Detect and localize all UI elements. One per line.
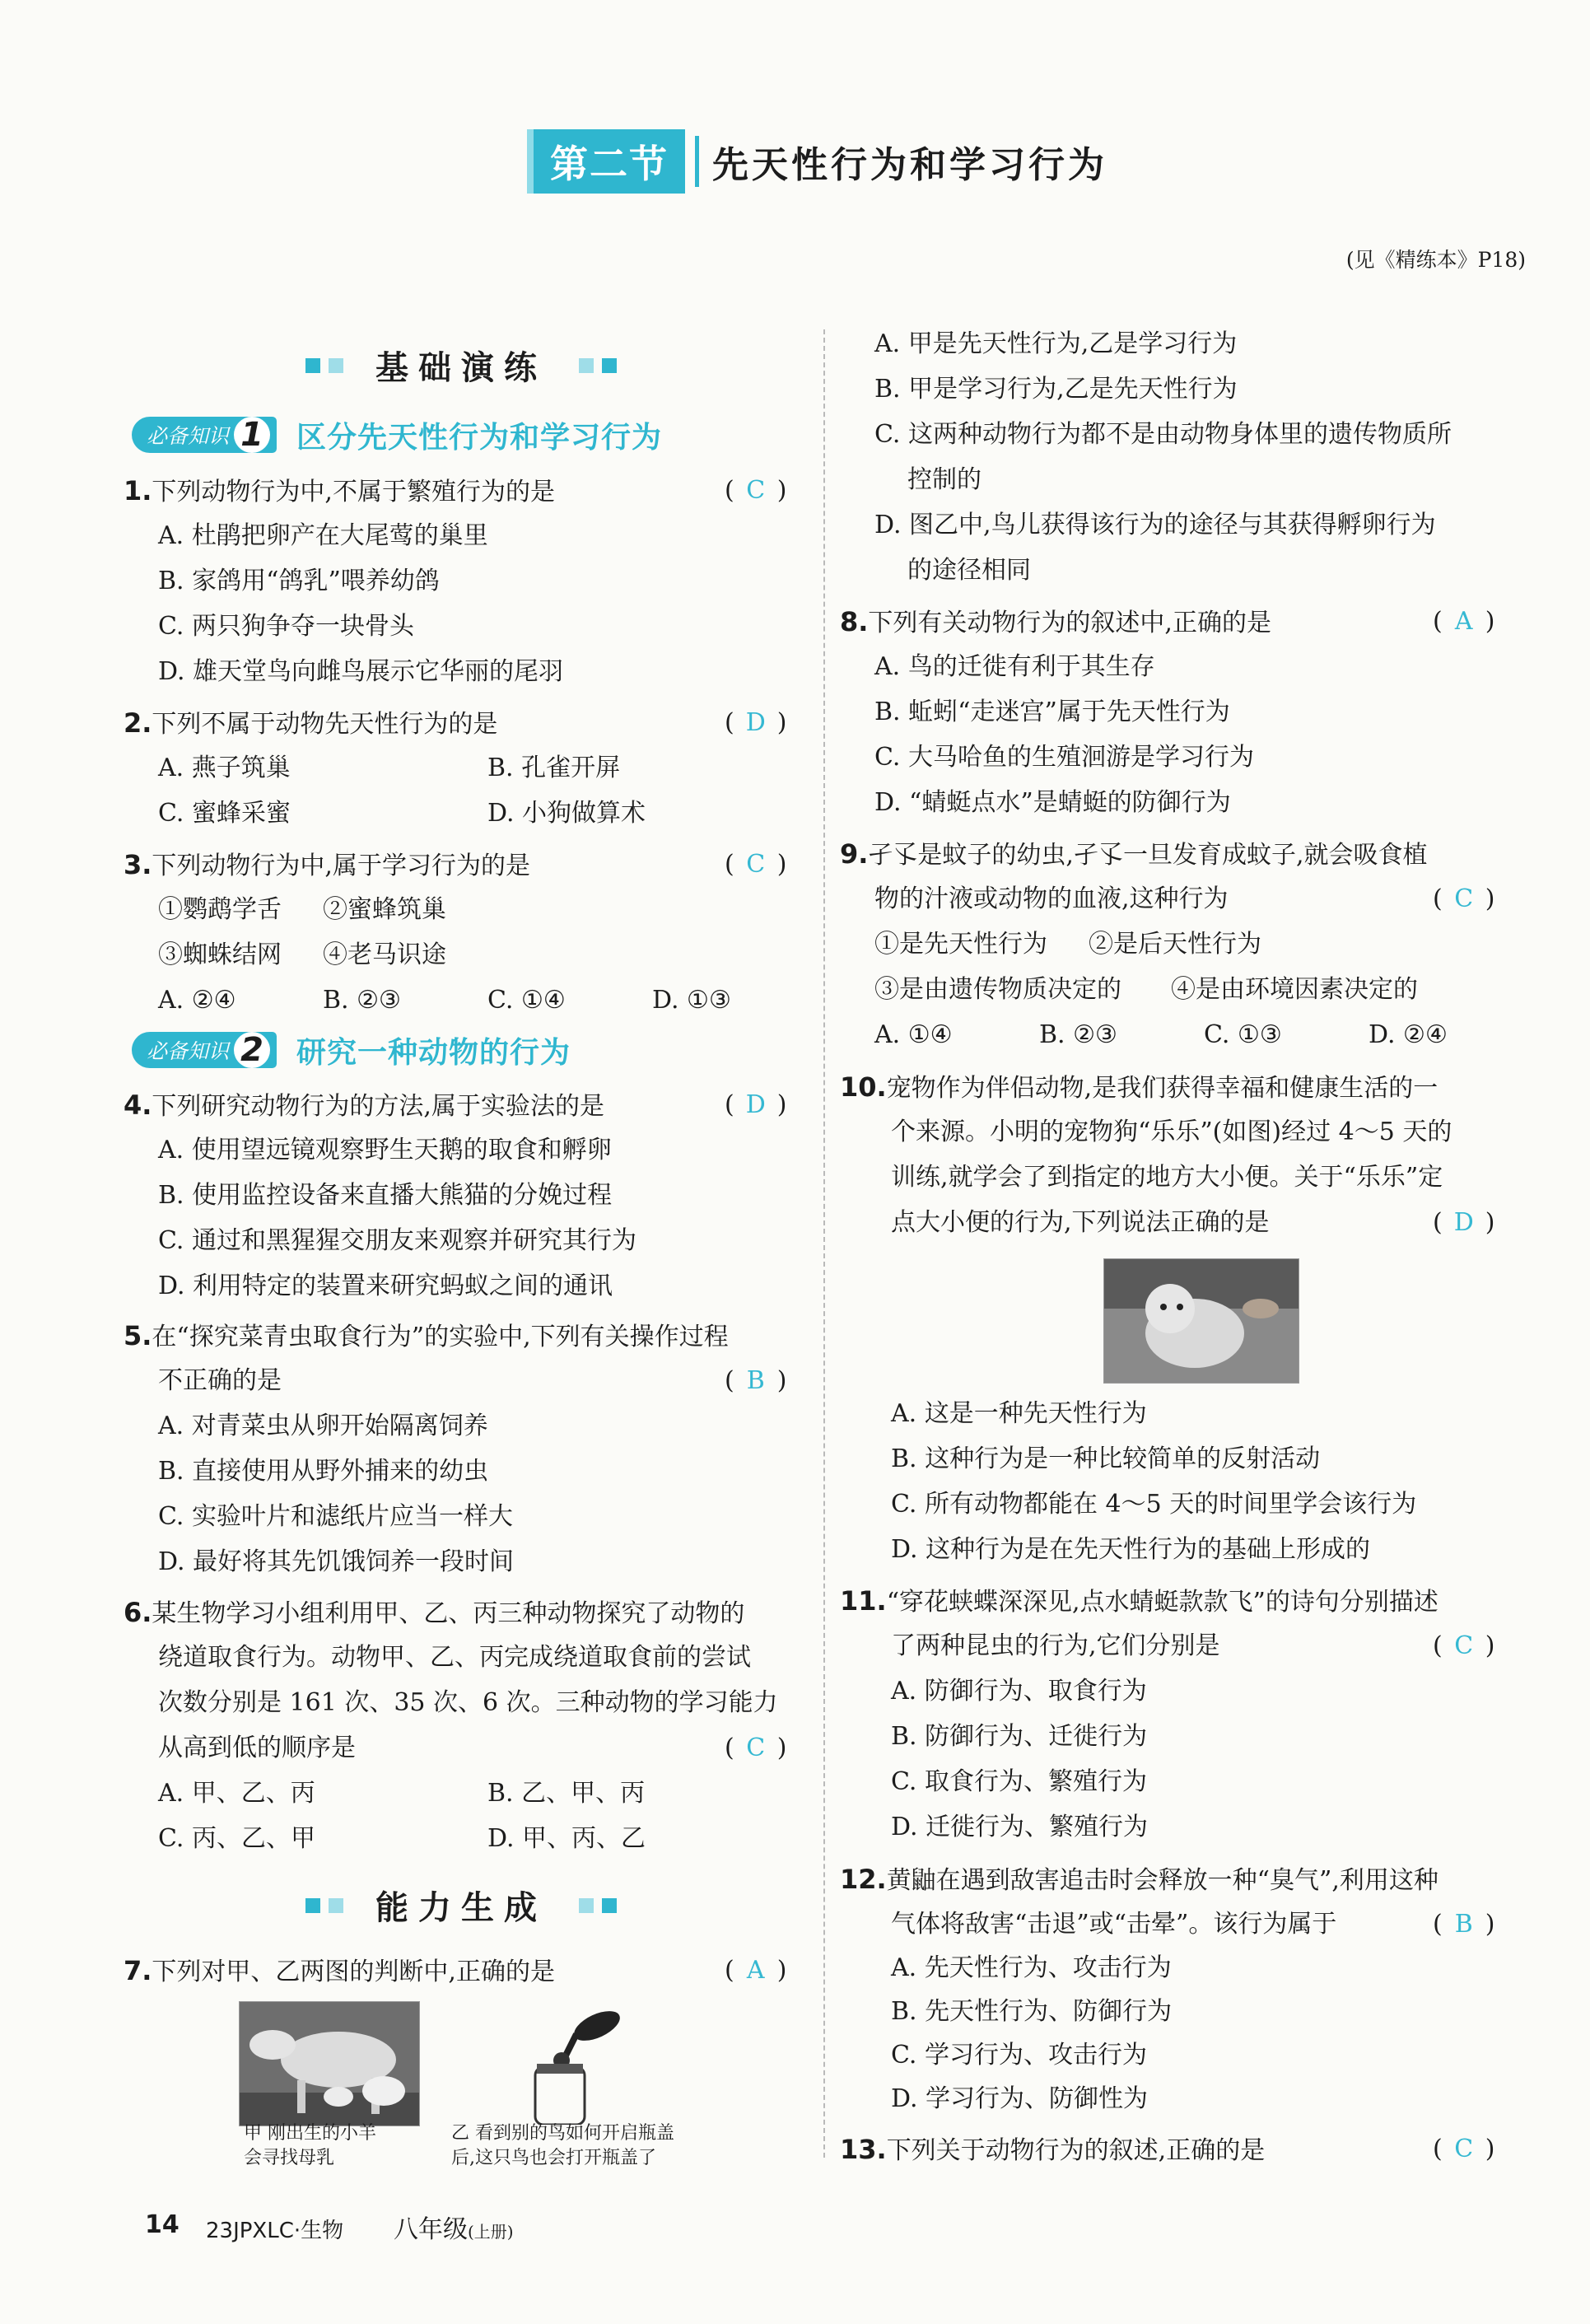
answer-value: C [1454,2135,1474,2163]
option: C. 所有动物都能在 4～5 天的时间里学会该行为 [891,1490,1417,1519]
dog-photo [1103,1258,1299,1384]
lamb-photo [239,2001,420,2126]
lamb-illustration [240,2002,419,2126]
option: D. 学习行为、防御性为 [891,2084,1149,2113]
option: C. 取食行为、繁殖行为 [891,1767,1147,1796]
question-number: 4. [124,1090,152,1121]
option: A. 燕子筑巢 [158,754,291,782]
question-4-stem [124,1089,604,1123]
option: C. 大马哈鱼的生殖洄游是学习行为 [874,743,1254,772]
option: C. 这两种动物行为都不是由动物身体里的遗传物质所 [874,420,1452,449]
answer-value: C [746,476,766,505]
option: A. 甲、乙、丙 [158,1779,315,1808]
knowledge-pill [132,1032,277,1068]
question-text: 下列不属于动物先天性行为的是 [152,710,498,739]
section-title: 先天性行为和学习行为 [712,144,1107,186]
figure-caption-a: 甲 刚出生的小羊 [244,2123,376,2144]
bird-bottle-drawing [519,2001,642,2125]
statement-item: ②蜜蜂筑巢 [323,895,446,924]
question-number: 6. [124,1597,152,1628]
column-divider [823,329,825,2158]
knowledge-pill-label: 必备知识 [147,424,230,448]
answer-bracket: ( C ) [725,848,786,881]
option: B. 乙、甲、丙 [487,1779,646,1808]
option: B. 防御行为、迁徙行为 [891,1722,1148,1751]
answer-bracket: ( B ) [725,1365,786,1398]
question-12-stem-cont: 气体将敌害“击退”或“击晕”。该行为属于 [891,1910,1337,1939]
option: B. 这种行为是一种比较简单的反射活动 [891,1444,1321,1473]
question-13-stem [840,2133,1265,2168]
option: C. ①④ [487,986,566,1015]
option: A. 杜鹃把卵产在大尾莺的巢里 [158,521,488,550]
option: C. 蜜蜂采蜜 [158,799,291,828]
question-11-stem [840,1584,1438,1619]
option: D. 迁徙行为、繁殖行为 [891,1813,1149,1841]
question-6-stem [124,1596,744,1631]
option: C. 实验叶片和滤纸片应当一样大 [158,1502,513,1531]
question-number: 13. [840,2134,887,2165]
band-square-icon [579,358,594,373]
band-title: 基础演练 [375,349,547,387]
option: B. 孔雀开屏 [487,754,621,782]
knowledge-title: 研究一种动物的行为 [296,1035,571,1070]
answer-value: D [745,1090,766,1119]
option: D. “蜻蜓点水”是蜻蜓的防御行为 [874,788,1231,817]
question-text: 孑孓是蚊子的幼虫,孑孓一旦发育成蚊子,就会吸食植 [868,841,1428,870]
question-text: 宠物作为伴侣动物,是我们获得幸福和健康生活的一 [886,1074,1438,1103]
knowledge-pill-label: 必备知识 [147,1039,230,1063]
option-cont: 控制的 [907,465,982,494]
question-number: 7. [124,1955,152,1986]
option: C. 两只狗争夺一块骨头 [158,612,414,641]
option: D. 最好将其先饥饿饲养一段时间 [158,1547,515,1576]
band-title: 能力生成 [375,1889,547,1927]
question-number: 8. [840,606,869,637]
figure-caption-b: 后,这只鸟也会打开瓶盖了 [451,2148,656,2168]
answer-value: D [1453,1208,1474,1237]
statement-item: ③蜘蛛结网 [158,940,282,969]
question-6-stem-cont: 次数分别是 161 次、35 次、6 次。三种动物的学习能力 [158,1688,778,1717]
knowledge-title: 区分先天性行为和学习行为 [296,420,663,455]
question-9-stem [840,838,1428,872]
section-header [527,132,1107,191]
answer-value: A [746,1956,765,1985]
question-2-stem [124,707,497,741]
question-3-stem [124,848,530,883]
answer-value: A [1454,607,1473,636]
band-square-icon [329,1898,343,1913]
answer-value: C [746,1734,766,1762]
question-text: 下列动物行为中,不属于繁殖行为的是 [152,478,555,506]
option: A. ②④ [158,986,236,1015]
answer-bracket: ( C ) [1433,883,1494,916]
question-10-stem-cont: 个来源。小明的宠物狗“乐乐”(如图)经过 4～5 天的 [891,1118,1452,1146]
answer-value: C [1454,1631,1474,1660]
statement-item: ①鹦鹉学舌 [158,895,282,924]
question-12-stem [840,1863,1438,1897]
option: D. 雄天堂鸟向雌鸟展示它华丽的尾羽 [158,657,564,686]
option: A. 鸟的迁徙有利于其生存 [874,652,1155,681]
option-cont: 的途径相同 [907,556,1031,585]
option: C. ①③ [1204,1020,1282,1049]
figure-caption-b: 乙 看到别的鸟如何开启瓶盖 [451,2123,674,2144]
statement-item: ④是由环境因素决定的 [1171,975,1418,1004]
question-text: 下列有关动物行为的叙述中,正确的是 [868,609,1271,637]
question-text: 黄鼬在遇到敌害追击时会释放一种“臭气”,利用这种 [886,1866,1438,1895]
band-basic [247,342,675,389]
answer-bracket: ( B ) [1433,1908,1494,1941]
option: D. 小狗做算术 [487,799,646,828]
band-square-icon [602,358,617,373]
question-9-stem-cont: 物的汁液或动物的血液,这种行为 [874,884,1229,913]
question-text: 下列动物行为中,属于学习行为的是 [152,852,530,880]
question-text: 某生物学习小组利用甲、乙、丙三种动物探究了动物的 [152,1599,745,1628]
option: B. 蚯蚓“走迷宫”属于先天性行为 [874,698,1230,726]
option: A. 使用望远镜观察野生天鹅的取食和孵卵 [158,1136,612,1164]
question-10-stem-cont: 点大小便的行为,下列说法正确的是 [891,1208,1270,1237]
question-7-stem [124,1954,555,1989]
question-number: 3. [124,849,152,880]
option: D. 图乙中,鸟儿获得该行为的途径与其获得孵卵行为 [874,511,1436,539]
question-text: “穿花蛱蝶深深见,点水蜻蜓款款飞”的诗句分别描述 [886,1588,1438,1617]
bird-bottle-illustration [519,2001,642,2125]
statement-item: ①是先天性行为 [874,930,1047,959]
volume-text: (上册) [468,2222,514,2242]
option: A. 对青菜虫从卵开始隔离饲养 [158,1412,488,1440]
option: B. 使用监控设备来直播大熊猫的分娩过程 [158,1181,613,1210]
answer-bracket: ( D ) [725,707,786,740]
answer-value: C [746,850,766,879]
answer-value: B [1454,1910,1473,1939]
answer-value: B [746,1366,765,1395]
option: B. 直接使用从野外捕来的幼虫 [158,1457,489,1486]
option: A. 这是一种先天性行为 [891,1399,1147,1428]
statement-item: ④老马识途 [323,940,446,969]
option: C. 学习行为、攻击行为 [891,2041,1147,2070]
option: A. ①④ [874,1020,953,1049]
question-text: 下列研究动物行为的方法,属于实验法的是 [152,1092,604,1121]
band-ability [247,1882,675,1929]
knowledge-pill [132,417,277,453]
question-6-stem-cont: 从高到低的顺序是 [158,1734,356,1762]
dog-illustration [1104,1259,1299,1383]
grade-text: 八年级 [394,2215,468,2244]
question-10-stem-cont: 训练,就学会了到指定的地方大小便。关于“乐乐”定 [891,1163,1443,1192]
band-square-icon [305,1898,320,1913]
question-number: 12. [840,1864,887,1895]
knowledge-point-2 [132,1029,571,1071]
option: B. ②③ [323,986,401,1015]
answer-bracket: ( C ) [725,474,786,507]
knowledge-number: 2 [234,1032,270,1068]
band-square-icon [305,358,320,373]
section-badge: 第二节 [527,129,685,194]
option: C. 丙、乙、甲 [158,1824,315,1853]
answer-bracket: ( C ) [725,1732,786,1765]
option: A. 先天性行为、攻击行为 [891,1953,1172,1982]
option: B. 先天性行为、防御行为 [891,1997,1173,2026]
answer-bracket: ( C ) [1433,2133,1494,2166]
question-1-stem [124,474,555,509]
option: D. 利用特定的装置来研究蚂蚁之间的通讯 [158,1272,613,1300]
book-code: 23JPXLC·生物 [206,2219,344,2243]
answer-bracket: ( D ) [1433,1206,1494,1239]
option: D. 甲、丙、乙 [487,1824,646,1853]
option: A. 甲是先天性行为,乙是学习行为 [874,329,1238,358]
option: A. 防御行为、取食行为 [891,1677,1147,1706]
question-5-stem [124,1319,729,1354]
band-square-icon [329,358,343,373]
grade-label [394,2209,514,2245]
option: C. 通过和黑猩猩交朋友来观察并研究其行为 [158,1226,636,1255]
reference-note: (见《精练本》P18) [1345,248,1526,272]
answer-value: D [745,708,766,737]
option: D. ②④ [1369,1020,1448,1049]
question-number: 10. [840,1071,887,1103]
statement-item: ②是后天性行为 [1089,930,1261,959]
answer-bracket: ( A ) [725,1954,786,1987]
figure-caption-a: 会寻找母乳 [244,2148,335,2168]
answer-bracket: ( A ) [1433,605,1494,638]
question-number: 9. [840,838,869,870]
question-11-stem-cont: 了两种昆虫的行为,它们分别是 [891,1631,1220,1660]
option: D. ①③ [652,986,731,1015]
question-6-stem-cont: 绕道取食行为。动物甲、乙、丙完成绕道取食前的尝试 [158,1643,751,1672]
answer-value: C [1454,884,1474,913]
option: B. 甲是学习行为,乙是先天性行为 [874,375,1238,404]
statement-item: ③是由遗传物质决定的 [874,975,1121,1004]
answer-bracket: ( C ) [1433,1630,1494,1663]
question-number: 5. [124,1320,152,1351]
question-text: 在“探究菜青虫取食行为”的实验中,下列有关操作过程 [152,1323,729,1351]
option: B. 家鸽用“鸽乳”喂养幼鸽 [158,567,440,595]
option: B. ②③ [1039,1020,1117,1049]
option: D. 这种行为是在先天性行为的基础上形成的 [891,1535,1371,1564]
page-number: 14 [145,2210,180,2239]
question-number: 2. [124,707,152,739]
question-text: 下列关于动物行为的叙述,正确的是 [886,2136,1266,2165]
knowledge-number: 1 [234,417,270,453]
question-10-stem [840,1071,1438,1105]
question-number: 1. [124,475,152,506]
band-square-icon [579,1898,594,1913]
answer-bracket: ( D ) [725,1089,786,1122]
question-text: 下列对甲、乙两图的判断中,正确的是 [152,1958,555,1986]
title-divider [695,136,699,187]
question-number: 11. [840,1585,887,1617]
question-8-stem [840,605,1271,640]
question-5-stem-cont: 不正确的是 [158,1366,282,1395]
knowledge-point-1 [132,414,662,455]
band-square-icon [602,1898,617,1913]
